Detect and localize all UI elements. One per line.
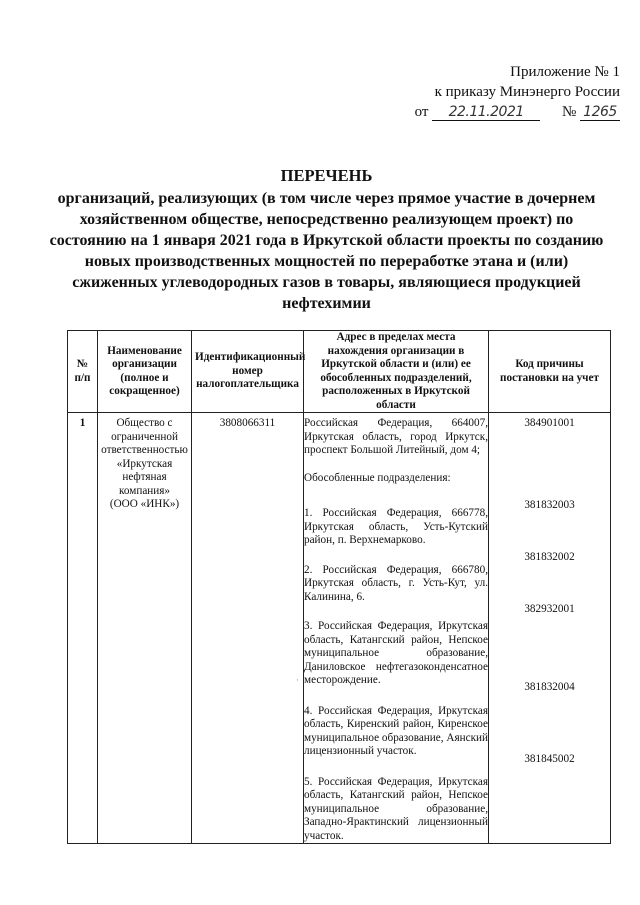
address-subdivisions-label: Обособленные подразделения: [304, 471, 451, 484]
number-prefix: № [561, 104, 577, 120]
handwritten-number: 1265 [580, 104, 620, 121]
kpp-subdivision-1: 381832003 [524, 499, 575, 511]
appendix-block [395, 62, 620, 122]
handwritten-date: 22.11.2021 [432, 104, 540, 121]
cell-address [304, 413, 489, 844]
address-subdivision-1: 1. Российская Федерация, 666778, Иркутская область, Усть-Кутский район, п. Верхнемарково. [304, 507, 488, 546]
address-subdivision-5: 5. Российская Федерация, Иркутская область, Катангский район, Непское муниципальное образование, Западно-Ярактинский лицензионный участок. [304, 775, 488, 842]
org-short-name: (ООО «ИНК») [109, 498, 180, 510]
document-heading: ПЕРЕЧЕНЬ [280, 166, 373, 185]
address-subdivision-4: 4. Российская Федерация, Иркутская область, Киренский район, Киренское муниципальное образование, Аянский лицензионный участок. [304, 704, 488, 757]
cell-inn: 3808066311 [192, 413, 304, 844]
kpp-main: 384901001 [524, 417, 575, 429]
document-title-block [48, 165, 605, 314]
header-org-name: Наименование организации (полное и сокращенное) [98, 331, 192, 413]
appendix-number: Приложение № 1 [510, 64, 620, 80]
date-prefix: от [414, 104, 429, 120]
org-name-text: Общество с ограниченной ответственностью «Иркутская нефтяная компания» [101, 417, 188, 497]
table-row [68, 413, 611, 844]
cell-org-name [98, 413, 192, 844]
scan-mark: · [296, 675, 299, 685]
address-subdivision-3: 3. Российская Федерация, Иркутская область, Катангский район, Непское муниципальное образование, Даниловское нефтегазоконденсатное месторождение. [304, 620, 488, 686]
kpp-subdivision-5: 381845002 [524, 753, 575, 765]
cell-row-number: 1 [68, 413, 98, 844]
address-subdivision-2: 2. Российская Федерация, 666780, Иркутская область, г. Усть-Кут, ул. Калинина, 6. [304, 563, 488, 603]
kpp-list [489, 417, 610, 837]
kpp-subdivision-4: 381832004 [524, 681, 575, 693]
appendix-date-number-line [395, 102, 620, 122]
header-kpp: Код причины постановки на учет [489, 331, 611, 413]
kpp-subdivision-3: 382932001 [524, 603, 575, 615]
organizations-table [67, 330, 611, 844]
address-main: Российская Федерация, 664007, Иркутская область, город Иркутск, проспект Большой Литейный, дом 4; [304, 417, 488, 456]
document-subheading: организаций, реализующих (в том числе через прямое участие в дочернем хозяйственном обществе, непосредственно реализующем проект) по состоянию на 1 января 2021 года в Иркутской области проекты по созданию новых производственных мощностей по переработке этана и (или) сжиженных углеводородных газов в товары, являющиеся продукцией нефтехимии [49, 190, 604, 312]
header-inn: Идентификационный номер налогоплательщика [192, 331, 304, 413]
header-address: Адрес в пределах места нахождения организации в Иркутской области и (или) ее обособленных подразделений, расположенных в Иркутской области [304, 331, 489, 413]
kpp-subdivision-2: 381832002 [524, 551, 575, 563]
cell-kpp [489, 413, 611, 844]
appendix-order-ref: к приказу Минэнерго России [434, 84, 620, 100]
table-header-row [68, 331, 611, 413]
header-number: № п/п [68, 331, 98, 413]
